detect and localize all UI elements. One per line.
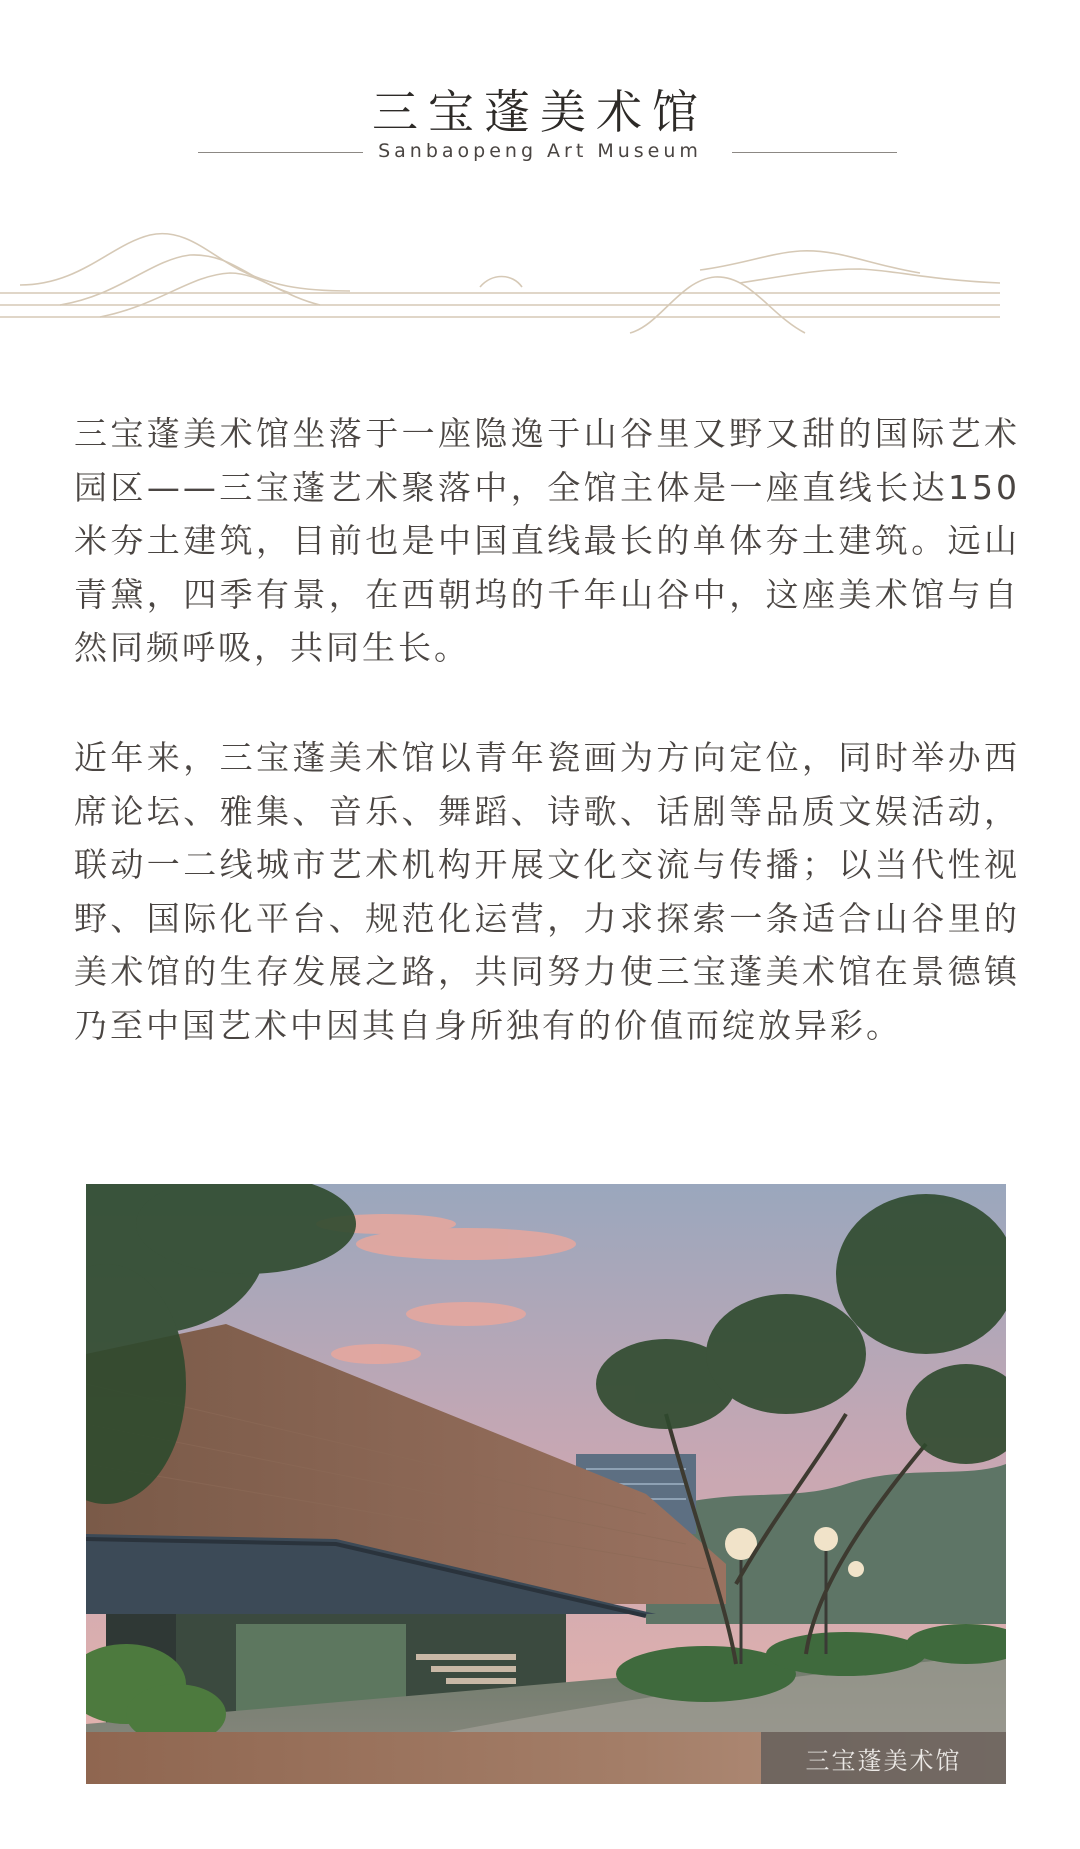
page-title: 三宝蓬美术馆 bbox=[372, 85, 708, 139]
right-divider bbox=[732, 152, 897, 153]
photo-caption: 三宝蓬美术馆 bbox=[761, 1732, 1006, 1784]
header bbox=[0, 0, 1080, 360]
museum-photo bbox=[86, 1184, 1006, 1784]
page-subtitle: Sanbaopeng Art Museum bbox=[378, 140, 702, 162]
mountain-line-ornament bbox=[0, 225, 1080, 335]
intro-paragraph-1: 三宝蓬美术馆坐落于一座隐逸于山谷里又野又甜的国际艺术园区——三宝蓬艺术聚落中，全馆主体是一座直线长达150米夯土建筑，目前也是中国直线最长的单体夯土建筑。远山青黛，四季有景，在西朝坞的千年山谷中，这座美术馆与自然同频呼吸，共同生长。 bbox=[74, 414, 1020, 668]
museum-photo-illustration bbox=[86, 1184, 1006, 1784]
intro-paragraph-2: 近年来，三宝蓬美术馆以青年瓷画为方向定位，同时举办西席论坛、雅集、音乐、舞蹈、诗歌、话剧等品质文娱活动，联动一二线城市艺术机构开展文化交流与传播；以当代性视野、国际化平台、规范化运营，力求探索一条适合山谷里的美术馆的生存发展之路，共同努力使三宝蓬美术馆在景德镇乃至中国艺术中因其自身所独有的价值而绽放异彩。 bbox=[74, 738, 1020, 1045]
